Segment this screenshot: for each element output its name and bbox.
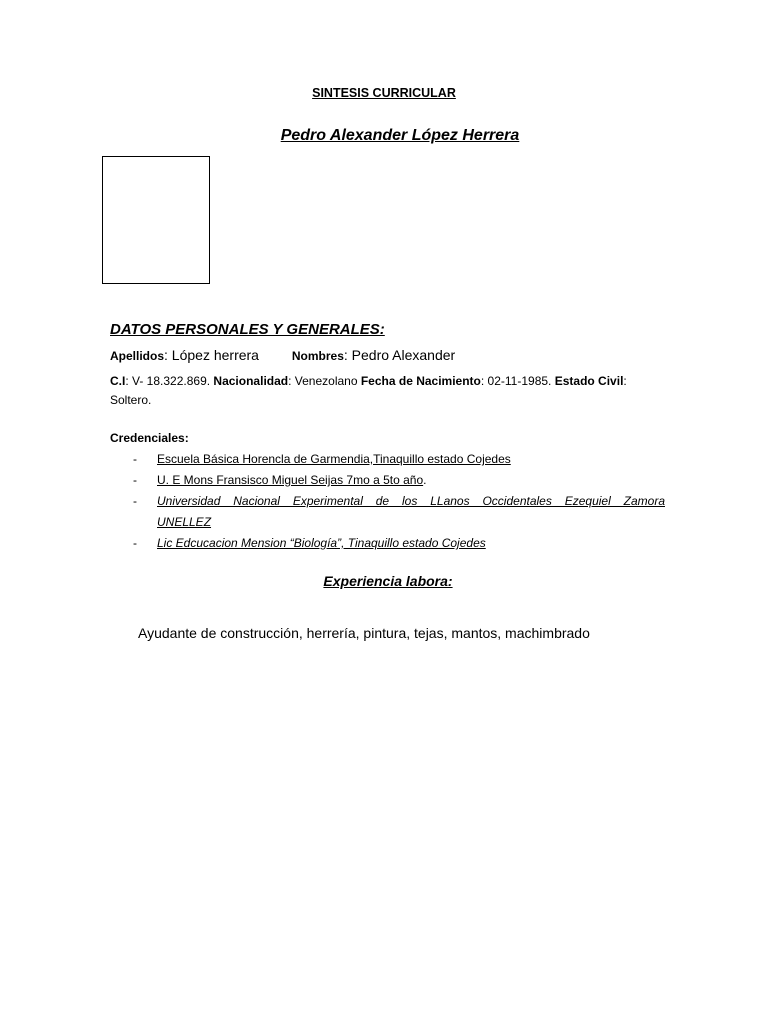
credential-item: Lic Edcucacion Mension “Biología”, Tinaquillo estado Cojedes [157, 536, 486, 550]
bullet: - [133, 536, 137, 550]
bullet: - [133, 452, 137, 466]
section-heading-experiencia: Experiencia labora: [323, 573, 453, 589]
credential-item: Escuela Básica Horencla de Garmendia,Tinaquillo estado Cojedes [157, 452, 511, 466]
credential-item [157, 473, 426, 487]
ci-value: : V- 18.322.869. [125, 374, 214, 388]
person-name: Pedro Alexander López Herrera [280, 127, 520, 144]
fecha-nacimiento-value: : 02-11-1985. [480, 374, 555, 388]
names-row [110, 347, 455, 365]
bullet: - [133, 494, 137, 508]
fecha-nacimiento-label: Fecha de Nacimiento [360, 374, 481, 388]
estado-civil-label: Estado Civil [554, 374, 624, 388]
nombres-value: : Pedro Alexander [343, 347, 456, 363]
photo-placeholder [102, 156, 210, 284]
experiencia-text: Ayudante de construcción, herrería, pintura, tejas, mantos, machimbrado [138, 625, 590, 641]
credential-item: Universidad Nacional Experimental de los LLanos Occidentales Ezequiel Zamora [157, 494, 665, 508]
ci-label: C.I [110, 374, 126, 388]
apellidos-value: : López herrera [164, 347, 259, 363]
nombres-label: Nombres [291, 349, 344, 363]
section-heading-personal: DATOS PERSONALES Y GENERALES: [110, 321, 385, 338]
apellidos-label: Apellidos [110, 349, 165, 363]
credential-item-continuation: UNELLEZ [157, 515, 212, 529]
nacionalidad-value: : Venezolano [288, 374, 361, 388]
document-title: SINTESIS CURRICULAR [312, 86, 456, 100]
id-row [110, 372, 627, 390]
estado-civil-value: Soltero. [110, 393, 152, 407]
credential-item-suffix: . [423, 473, 427, 487]
credenciales-heading: Credenciales: [110, 431, 189, 445]
credential-item-text: U. E Mons Fransisco Miguel Seijas 7mo a 5to año [157, 473, 424, 487]
estado-civil-colon: : [623, 374, 627, 388]
bullet: - [133, 473, 137, 487]
nacionalidad-label: Nacionalidad [213, 374, 289, 388]
